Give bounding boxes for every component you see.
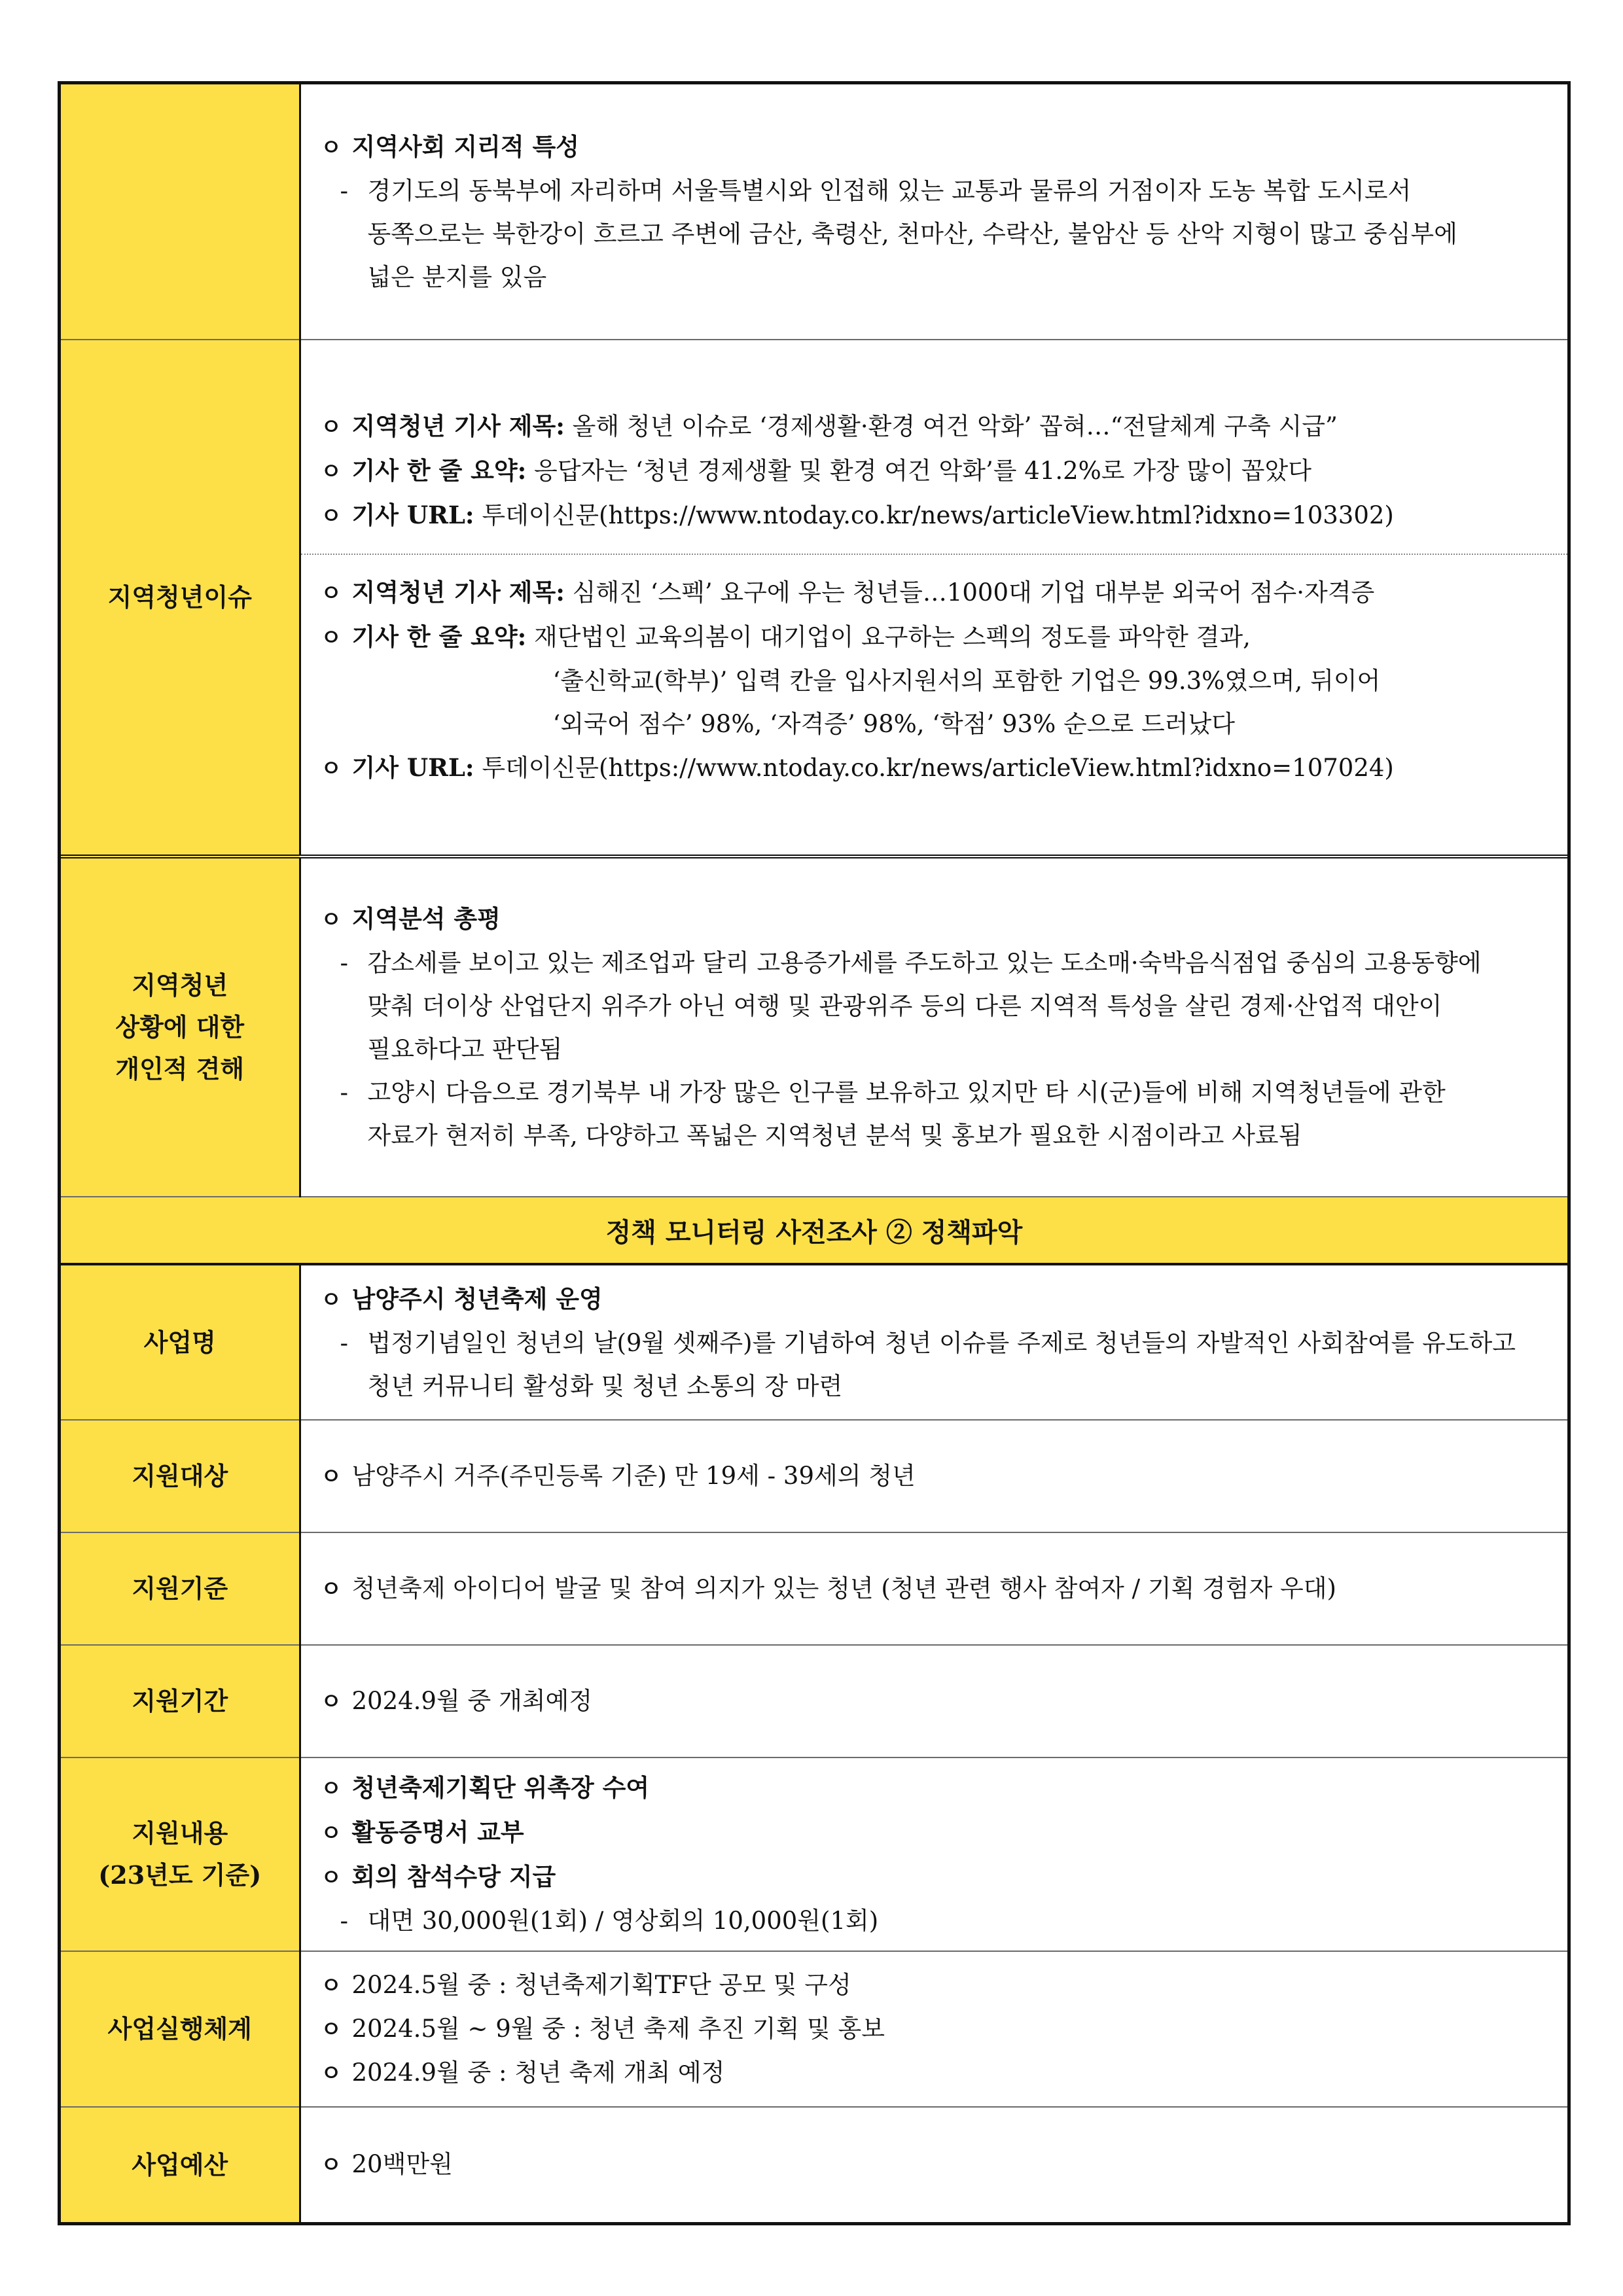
section-banner: 정책 모니터링 사전조사 ② 정책파악 bbox=[61, 1197, 1567, 1264]
project-line: 청년 커뮤니티 활성화 및 청년 소통의 장 마련 bbox=[367, 1371, 843, 1400]
bullet-icon: ㅇ bbox=[320, 1776, 342, 1802]
geo-section bbox=[300, 84, 1567, 340]
budget-label: 사업예산 bbox=[61, 2107, 300, 2222]
geo-heading: 지역사회 지리적 특성 bbox=[351, 132, 579, 161]
project-heading: 남양주시 청년축제 운영 bbox=[351, 1284, 603, 1313]
bullet-icon: ㅇ bbox=[320, 1463, 342, 1490]
bullet-icon: ㅇ bbox=[320, 1972, 342, 1999]
article2-title-label: 지역청년 기사 제목: bbox=[351, 578, 565, 607]
dash-mark: - bbox=[340, 949, 349, 977]
bullet-icon: ㅇ bbox=[320, 1688, 342, 1715]
support-detail: 대면 30,000원(1회) / 영상회의 10,000원(1회) bbox=[367, 1907, 879, 1935]
empty-label-cell bbox=[61, 84, 300, 340]
opinion-label-line: 지역청년 bbox=[132, 970, 228, 1000]
geo-line: 넓은 분지를 있음 bbox=[367, 262, 547, 291]
article1-url-label: 기사 URL: bbox=[351, 501, 474, 529]
system-section bbox=[300, 1951, 1567, 2107]
dash-mark: - bbox=[340, 176, 349, 205]
bullet-icon: ㅇ bbox=[320, 459, 342, 485]
article2-url-label: 기사 URL: bbox=[351, 753, 474, 782]
dash-mark: - bbox=[340, 1078, 349, 1106]
article1-summary: 응답자는 ‘청년 경제생활 및 환경 여건 악화’를 41.2%로 가장 많이 꼽았다 bbox=[534, 457, 1311, 485]
youth-issue-section bbox=[300, 340, 1567, 857]
criteria-label: 지원기준 bbox=[61, 1532, 300, 1645]
bullet-icon: ㅇ bbox=[320, 134, 342, 161]
opinion-line: 자료가 현저히 부족, 다양하고 폭넓은 지역청년 분석 및 홍보가 필요한 시점이라고 사료됨 bbox=[367, 1122, 1302, 1150]
period-text: 2024.9월 중 개최예정 bbox=[351, 1686, 592, 1715]
article2-summary: 재단법인 교육의봄이 대기업이 요구하는 스펙의 정도를 파악한 결과, bbox=[534, 623, 1251, 651]
dash-mark: - bbox=[340, 1328, 349, 1357]
support-section bbox=[300, 1757, 1567, 1951]
bullet-icon: ㅇ bbox=[320, 756, 342, 782]
target-text: 남양주시 거주(주민등록 기준) 만 19세 - 39세의 청년 bbox=[351, 1461, 916, 1490]
opinion-section bbox=[300, 857, 1567, 1197]
article1-summary-label: 기사 한 줄 요약: bbox=[351, 456, 527, 485]
article2-title: 심해진 ‘스펙’ 요구에 우는 청년들…1000대 기업 대부분 외국어 점수·자격증 bbox=[572, 578, 1375, 607]
system-item: 2024.5월 중 : 청년축제기획TF단 공모 및 구성 bbox=[351, 1970, 851, 1999]
criteria-text: 청년축제 아이디어 발굴 및 참여 의지가 있는 청년 (청년 관련 행사 참여자 / 기획 경험자 우대) bbox=[351, 1574, 1336, 1602]
opinion-label bbox=[61, 857, 300, 1197]
system-item: 2024.5월 ~ 9월 중 : 청년 축제 추진 기획 및 홍보 bbox=[351, 2014, 885, 2043]
bullet-icon: ㅇ bbox=[320, 1286, 342, 1313]
dotted-divider bbox=[301, 554, 1568, 555]
target-section bbox=[300, 1420, 1567, 1532]
support-item: 회의 참석수당 지급 bbox=[351, 1862, 556, 1891]
article2-url-link[interactable]: 투데이신문(https://www.ntoday.co.kr/news/articleView.html?idxno=107024) bbox=[482, 754, 1394, 782]
bullet-icon: ㅇ bbox=[320, 580, 342, 607]
project-label: 사업명 bbox=[61, 1264, 300, 1420]
system-label: 사업실행체계 bbox=[61, 1951, 300, 2107]
support-label bbox=[61, 1757, 300, 1951]
youth-issue-label: 지역청년이슈 bbox=[61, 340, 300, 857]
bullet-icon: ㅇ bbox=[320, 1820, 342, 1846]
project-section bbox=[300, 1264, 1567, 1420]
bullet-icon: ㅇ bbox=[320, 1865, 342, 1891]
dash-mark: - bbox=[340, 1907, 349, 1935]
support-item: 활동증명서 교부 bbox=[351, 1818, 524, 1846]
geo-line: 경기도의 동북부에 자리하며 서울특별시와 인접해 있는 교통과 물류의 거점이자 도농 복합 도시로서 bbox=[367, 176, 1412, 205]
target-label: 지원대상 bbox=[61, 1420, 300, 1532]
budget-section bbox=[300, 2107, 1567, 2222]
opinion-label-line: 개인적 견해 bbox=[115, 1054, 245, 1084]
article1-title: 올해 청년 이슈로 ‘경제생활·환경 여건 악화’ 꼽혀…“전달체계 구축 시급” bbox=[572, 412, 1338, 440]
bullet-icon: ㅇ bbox=[320, 2152, 342, 2178]
document-table bbox=[58, 81, 1571, 2225]
bullet-icon: ㅇ bbox=[320, 1576, 342, 1602]
opinion-label-line: 상황에 대한 bbox=[115, 1012, 245, 1042]
article2-summary: ‘외국어 점수’ 98%, ‘자격증’ 98%, ‘학점’ 93% 순으로 드러났다 bbox=[552, 710, 1236, 738]
system-item: 2024.9월 중 : 청년 축제 개최 예정 bbox=[351, 2058, 725, 2087]
bullet-icon: ㅇ bbox=[320, 2016, 342, 2043]
opinion-line: 맞춰 더이상 산업단지 위주가 아닌 여행 및 관광위주 등의 다른 지역적 특성을 살린 경제·산업적 대안이 bbox=[367, 992, 1442, 1020]
support-item: 청년축제기획단 위촉장 수여 bbox=[351, 1773, 650, 1802]
opinion-heading: 지역분석 총평 bbox=[351, 904, 501, 933]
opinion-line: 감소세를 보이고 있는 제조업과 달리 고용증가세를 주도하고 있는 도소매·숙박음식점업 중심의 고용동향에 bbox=[367, 949, 1482, 977]
support-label-line: 지원내용 bbox=[132, 1818, 228, 1848]
article2-summary-label: 기사 한 줄 요약: bbox=[351, 622, 527, 651]
bullet-icon: ㅇ bbox=[320, 414, 342, 440]
article1-url-link[interactable]: 투데이신문(https://www.ntoday.co.kr/news/articleView.html?idxno=103302) bbox=[482, 501, 1394, 529]
bullet-icon: ㅇ bbox=[320, 2060, 342, 2087]
article1-title-label: 지역청년 기사 제목: bbox=[351, 412, 565, 440]
bullet-icon: ㅇ bbox=[320, 625, 342, 651]
article2-summary: ‘출신학교(학부)’ 입력 칸을 입사지원서의 포함한 기업은 99.3%였으며, 뒤이어 bbox=[552, 667, 1381, 695]
bullet-icon: ㅇ bbox=[320, 907, 342, 933]
bullet-icon: ㅇ bbox=[320, 503, 342, 529]
opinion-line: 필요하다고 판단됨 bbox=[367, 1035, 563, 1063]
period-label: 지원기간 bbox=[61, 1645, 300, 1757]
budget-text: 20백만원 bbox=[351, 2150, 453, 2178]
period-section bbox=[300, 1645, 1567, 1757]
opinion-line: 고양시 다음으로 경기북부 내 가장 많은 인구를 보유하고 있지만 타 시(군)들에 비해 지역청년들에 관한 bbox=[367, 1078, 1446, 1106]
project-line: 법정기념일인 청년의 날(9월 셋째주)를 기념하여 청년 이슈를 주제로 청년들의 자발적인 사회참여를 유도하고 bbox=[367, 1328, 1516, 1357]
criteria-section bbox=[300, 1532, 1567, 1645]
support-label-line: (23년도 기준) bbox=[98, 1860, 262, 1890]
geo-line: 동쪽으로는 북한강이 흐르고 주변에 금산, 축령산, 천마산, 수락산, 불암산 등 산악 지형이 많고 중심부에 bbox=[367, 219, 1457, 248]
